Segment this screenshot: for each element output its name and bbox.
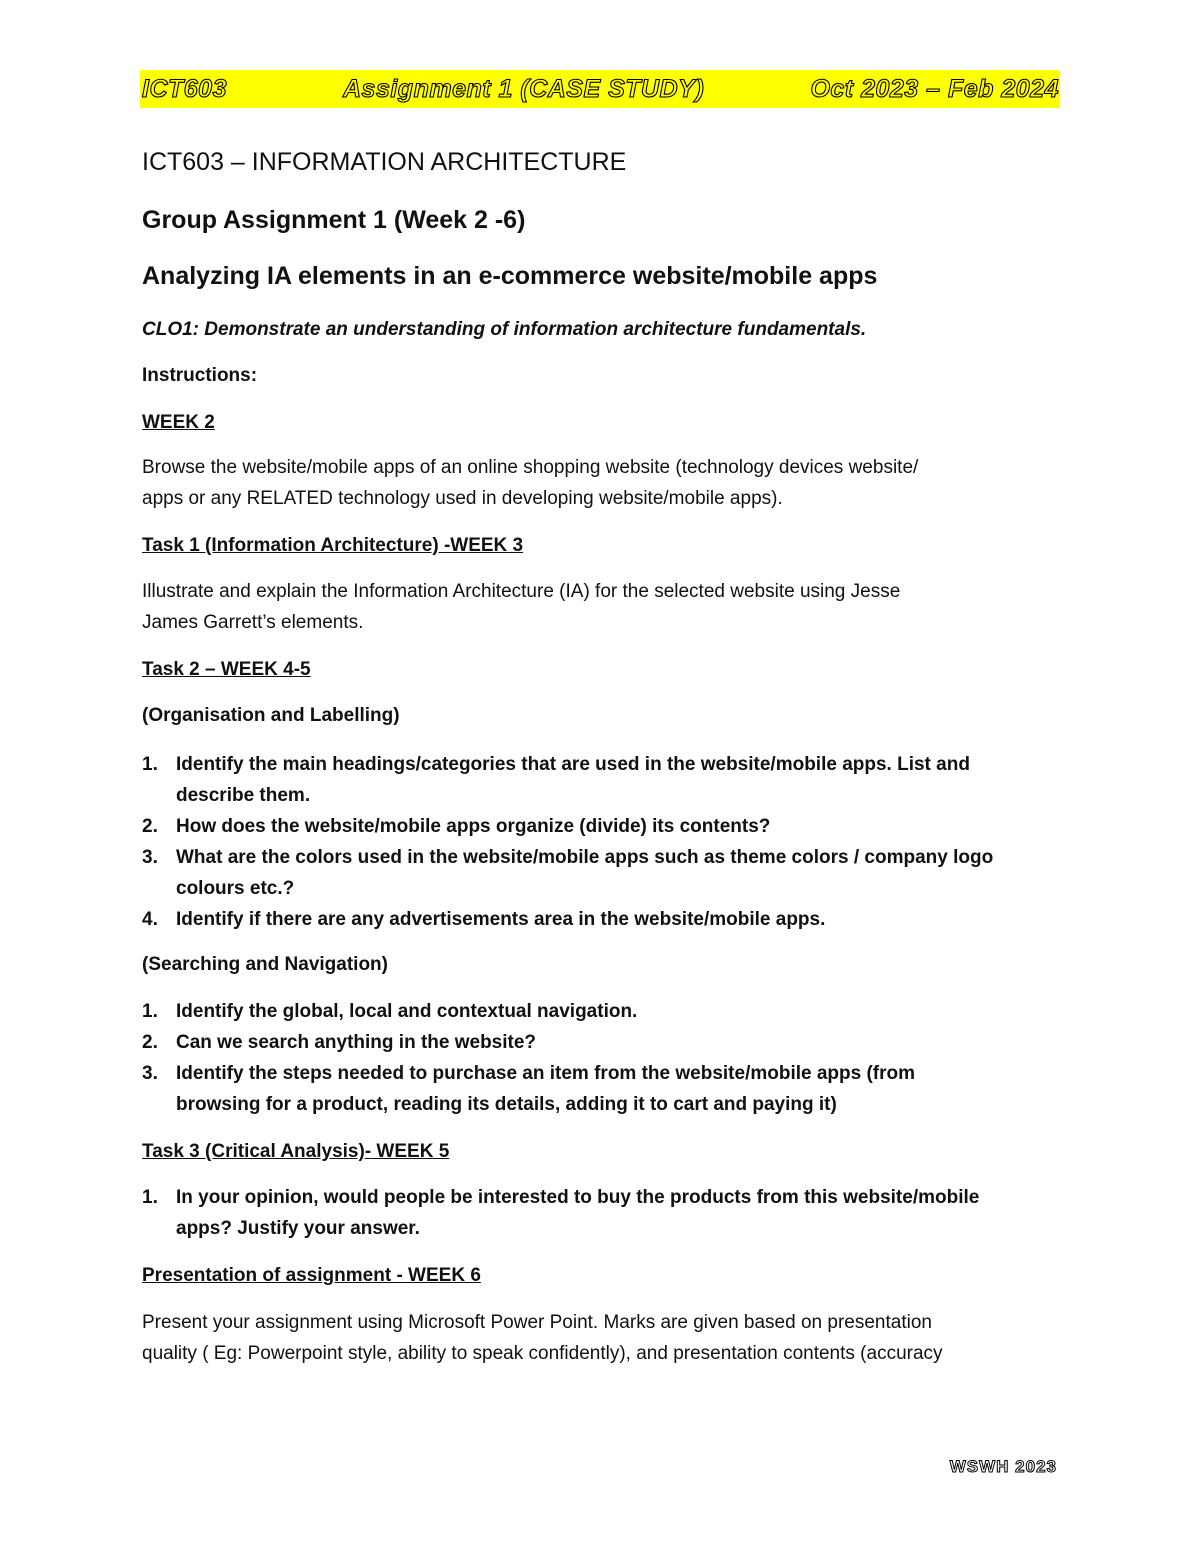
list-number: 4. xyxy=(142,909,158,930)
list-text-line: Identify the steps needed to purchase an item from the website/mobile apps (from xyxy=(176,1063,916,1084)
list-text-line: In your opinion, would people be interested to buy the products from this website/mobile xyxy=(176,1187,980,1208)
task1-heading: Task 1 (Information Architecture) -WEEK 3 xyxy=(142,535,524,556)
presentation-text-line: quality ( Eg: Powerpoint style, ability to speak confidently), and presentation contents (accuracy xyxy=(142,1343,943,1364)
list-number: 3. xyxy=(142,847,158,868)
footer-watermark: WSWH 2023 xyxy=(949,1457,1057,1476)
header-assignment: Assignment 1 (CASE STUDY) xyxy=(343,75,705,103)
list-text-line: Identify the main headings/categories that are used in the website/mobile apps. List and xyxy=(176,754,970,775)
document-topic: Analyzing IA elements in an e-commerce website/mobile apps xyxy=(142,262,878,290)
list-number: 3. xyxy=(142,1063,158,1084)
list-text-line: Identify the global, local and contextual navigation. xyxy=(176,1001,638,1022)
list-text-line: Can we search anything in the website? xyxy=(176,1032,537,1053)
list-text-line: browsing for a product, reading its details, adding it to cart and paying it) xyxy=(176,1094,837,1115)
presentation-heading: Presentation of assignment - WEEK 6 xyxy=(142,1265,481,1286)
list-text-line: Identify if there are any advertisements area in the website/mobile apps. xyxy=(176,909,826,930)
task3-heading: Task 3 (Critical Analysis)- WEEK 5 xyxy=(142,1141,450,1162)
organisation-heading: (Organisation and Labelling) xyxy=(142,705,400,726)
presentation-text-line: Present your assignment using Microsoft Power Point. Marks are given based on presentation xyxy=(142,1312,932,1333)
list-text-line: apps? Justify your answer. xyxy=(176,1218,420,1239)
list-number: 2. xyxy=(142,816,158,837)
task1-text-line: James Garrett’s elements. xyxy=(142,612,364,633)
navigation-heading: (Searching and Navigation) xyxy=(142,954,388,975)
document-title: ICT603 – INFORMATION ARCHITECTURE xyxy=(142,148,627,176)
list-number: 1. xyxy=(142,754,158,775)
document-subtitle: Group Assignment 1 (Week 2 -6) xyxy=(142,206,526,234)
instructions-label: Instructions: xyxy=(142,365,258,386)
task2-heading: Task 2 – WEEK 4-5 xyxy=(142,659,311,680)
list-text-line: describe them. xyxy=(176,785,311,806)
header-period: Oct 2023 – Feb 2024 xyxy=(810,75,1059,103)
header-course-code: ICT603 xyxy=(142,75,227,103)
list-number: 1. xyxy=(142,1001,158,1022)
list-text-line: What are the colors used in the website/mobile apps such as theme colors / company logo xyxy=(176,847,994,868)
task1-text-line: Illustrate and explain the Information Architecture (IA) for the selected website using Jesse xyxy=(142,581,901,602)
week2-heading: WEEK 2 xyxy=(142,412,215,433)
week2-text-line: Browse the website/mobile apps of an online shopping website (technology devices website/ xyxy=(142,457,919,478)
list-text-line: colours etc.? xyxy=(176,878,295,899)
list-number: 1. xyxy=(142,1187,158,1208)
list-number: 2. xyxy=(142,1032,158,1053)
list-text-line: How does the website/mobile apps organize (divide) its contents? xyxy=(176,816,771,837)
week2-text-line: apps or any RELATED technology used in developing website/mobile apps). xyxy=(142,488,783,509)
clo-statement: CLO1: Demonstrate an understanding of information architecture fundamentals. xyxy=(142,319,867,340)
